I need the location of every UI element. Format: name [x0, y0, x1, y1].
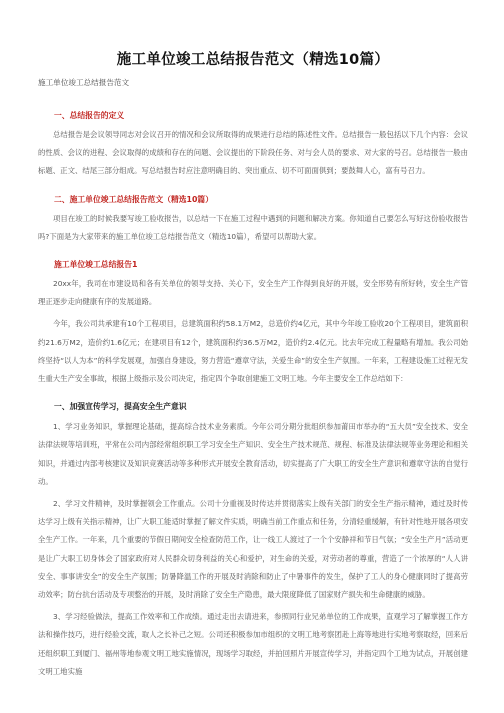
section-heading: 一、总结报告的定义: [54, 111, 125, 120]
section-learning: [38, 401, 468, 681]
section-definition: [38, 110, 468, 181]
section-heading: 施工单位竣工总结报告1: [54, 260, 138, 270]
paragraph: 1、学习业务知识，掌握理论基础，提高综合技术业务素质。今年公司分期分批组织参加莆田市举办的“五大员”安全技术、安全法律法规等培训班，平常在公司内部经常组织职工学习安全生产知识、安全生产技术规范、规程、标准及法律法规等业务理论和相关知识，并通过内部考核建议及知识竞赛活动等多种形式开展安全教育活动，切实提高了广大职工的安全生产意识和遵章守法的自觉行动。: [38, 422, 468, 486]
document-title: 施工单位竣工总结报告范文（精选10篇）: [116, 52, 390, 68]
document-subtitle: 施工单位竣工总结报告范文: [38, 78, 130, 87]
paragraph: 2、学习文件精神，及时掌握领会工作重点。公司十分重视及时传达并贯彻落实上级有关部门的安全生产指示精神，通过及时传达学习上级有关指示精神，让广大职工能适时掌握了解文件实质，明确当前工作重点和任务，分清轻重缓解，有针对性地开展各项安全生产工作。一年来，几个重要的节假日期间安全检查防范工作，让一线工人渡过了一个个安静祥和节日气氛；“安全生产月”活动更是让广大职工切身体会了国家政府对人民群众切身利益的关心和爱护，对生命的关爱，对劳动者的尊重，营造了一个浓厚的“人人讲安全、事事讲安全”的安全生产氛围；防暑降温工作的开展及时消除和防止了中暑事件的发生，保护了工人的身心健康同时了提高劳动效率；防台抗台活动及专项整治的开展，及时消除了安全生产隐患，最大限度降低了国家财产损失和生命健康的威胁。: [38, 499, 468, 600]
section-report-1: [38, 259, 468, 388]
section-heading: 一、加强宣传学习，提高安全生产意识: [54, 402, 187, 412]
paragraph: 今年，我公司共承建有10个工程项目，总建筑面积约58.1万M2，总造价约4亿元，其中今年竣工验收20个工程项目，建筑面积约21.6万M2，造价约1.6亿元；在建项目有12个，建筑面积约36.5万M2，造价约2.4亿元。比去年完成工程量略有增加。我公司始终坚持“以人为本”的科学发展观，加强自身建设，努力营造“遵章守法，关爱生命”的安全生产氛围。一年来，工程建设施工过程无发生重大生产安全事故，根据上级指示及公司决定，指定四个争取创建施工文明工地。今年主要安全工作总结如下：: [38, 319, 468, 384]
section-samples-intro: [38, 194, 468, 246]
paragraph: 项目在竣工的时候我要写竣工验收报告，以总结一下在施工过程中遇到的问题和解决方案。你知道自己要怎么写好这份验收报告吗?下面是为大家带来的施工单位竣工总结报告范文（精选10篇），希望可以帮助大家。: [38, 213, 468, 241]
paragraph: 20xx年，我司在市建设局和各有关单位的领导支持、关心下，安全生产工作得到良好的开展，安全形势有所好转，安全生产管理正逐步走向健康有序的发展道路。: [38, 279, 468, 307]
paragraph: 总结报告是会议领导同志对会议召开的情况和会议所取得的成果进行总结的陈述性文件。总结报告一般包括以下几个内容：会议的性质、会议的进程、会议取得的成绩和存在的问题、会议提出的下阶段任务、对与会人员的要求、对大家的号召。总结报告一般由标题、正文、结尾三部分组成。写总结报告时应注意明确目的、突出重点、切不可面面俱到；要鼓舞人心，富有号召力。: [38, 130, 468, 176]
paragraph: 3、学习经验做法，提高工作效率和工作成绩。通过走出去请进来，参照同行业兄弟单位的工作成果，直观学习了解掌握工作方法和操作技巧，进行经验交流，取人之长补己之短。公司还积极参加市组织的文明工地考察团赴上海等地进行实地考察取经，回来后还组织职工到厦门、福州等地参观文明工地实施情况，现场学习取经，并拍回照片开展宣传学习，并指定四个工地为试点，开展创建文明工地实施: [38, 612, 468, 676]
section-heading: 二、施工单位竣工总结报告范文（精选10篇）: [54, 194, 213, 204]
